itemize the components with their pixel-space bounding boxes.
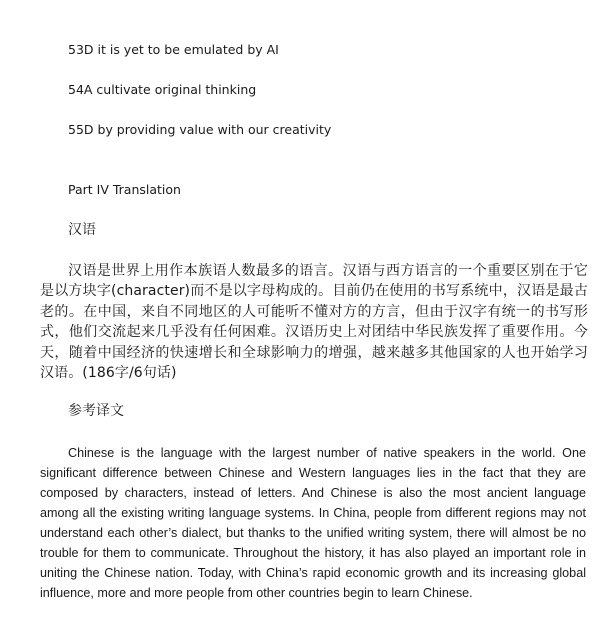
- reference-translation-title: 参考译文: [68, 403, 124, 419]
- answer-55: 55D by providing value with our creativity: [68, 122, 332, 137]
- chinese-title: 汉语: [68, 222, 96, 238]
- english-translation-paragraph: Chinese is the language with the largest number of native speakers in the world. One significant difference between Chinese and Western languages lies in the fact that they are composed by characters, instead of letters. And Chinese is also the most ancient language among all the existing writing language systems. In China, people from different regions may not understand each other’s dialect, but thanks to the unified writing system, there will almost be no trouble for them to communicate. Throughout the history, it has also played an important role in uniting the Chinese nation. Today, with China’s rapid economic growth and its increasing global influence, more and more people from other countries begin to learn Chinese.: [40, 446, 586, 600]
- answer-53: 53D it is yet to be emulated by AI: [68, 42, 279, 57]
- answer-54: 54A cultivate original thinking: [68, 82, 257, 97]
- chinese-paragraph: 汉语是世界上用作本族语人数最多的语言。汉语与西方语言的一个重要区别在于它是以方块字(character)而不是以字母构成的。目前仍在使用的书写系统中，汉语是最古老的。在中国，来自不同地区的人可能听不懂对方的方言，但由于汉字有统一的书写形式，他们交流起来几乎没有任何困难。汉语历史上对团结中华民族发挥了重要作用。今天，随着中国经济的快速增长和全球影响力的增强，越来越多其他国家的人也开始学习汉语。(186字/6句话): [40, 263, 588, 382]
- part-title: Part IV Translation: [68, 182, 181, 197]
